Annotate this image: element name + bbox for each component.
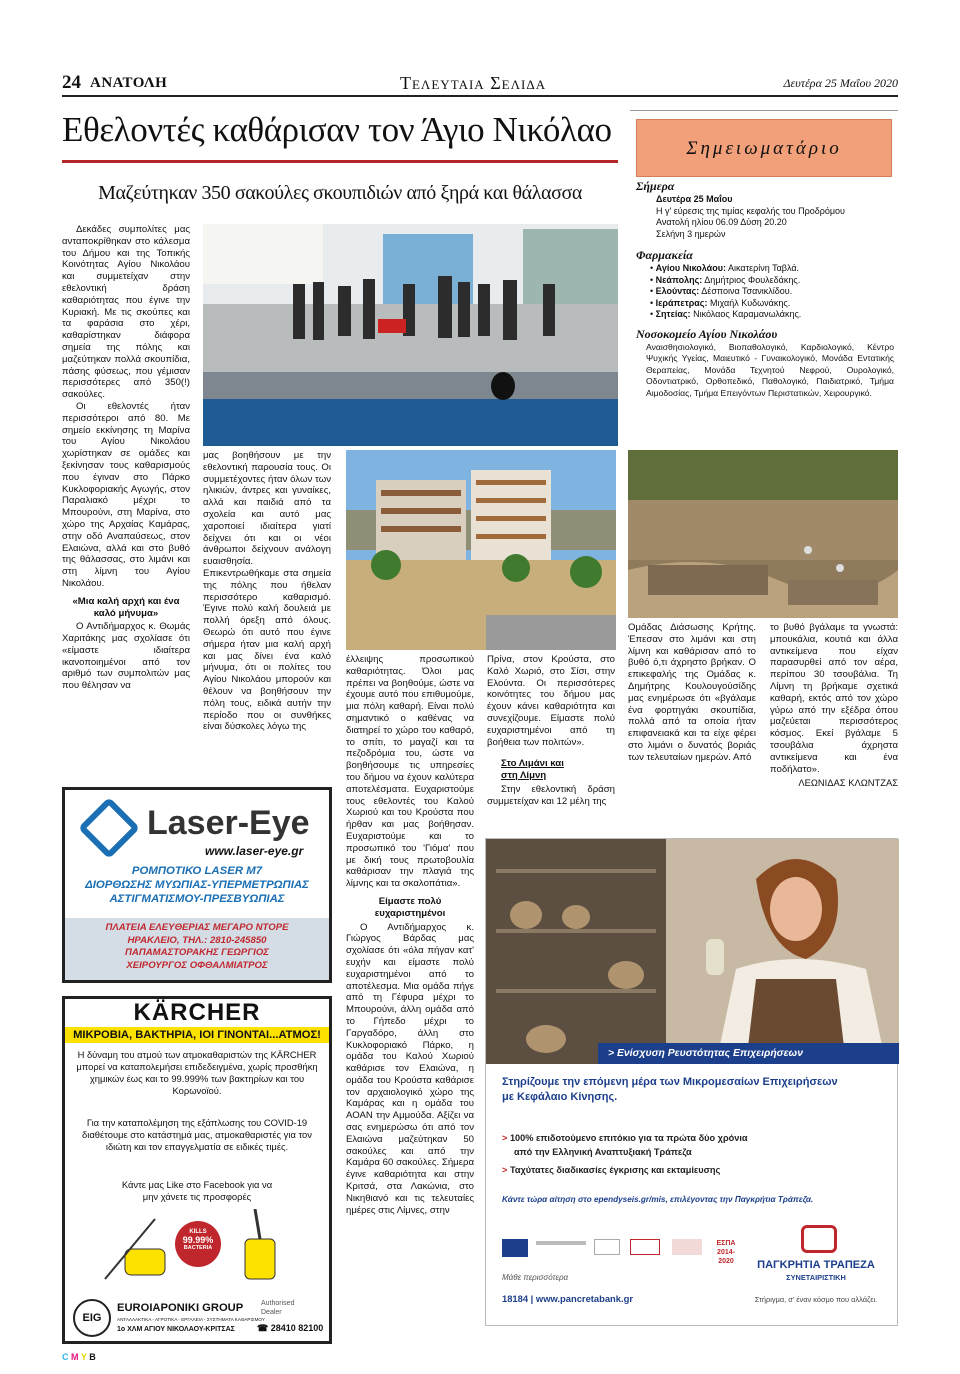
article-column-3 <box>346 654 474 1216</box>
cmyk-y: Y <box>80 1352 87 1362</box>
page-header <box>62 72 898 94</box>
eig-address: 1ο ΧΛΜ ΑΓΙΟΥ ΝΙΚΟΛΑΟΥ-ΚΡΙΤΣΑΣ <box>117 1326 235 1333</box>
article-paragraph: Οι εθελοντές ήταν περισσότεροι από 80. Με σημείο εκκίνησης τη Μαρίνα του Αγίου Νικολάου χωρίστηκαν σε ομάδες και ξεκίνησαν τους καθαρισμούς που έγιναν στο Πάρκο Κυκλοφοριακής Αγωγής, στον Παραλιακό μέχρι το Μπουρούνι, στη Μαρίνα, στο χώρο της Αρχαίας Καμάρας, στην οδό Αναπαύσεως, στον Ελαιώνα, αλλά και στο βυθό της θάλασσας, στο λιμάνι και στη λίμνη του Αγίου Νικολάου. <box>62 400 190 589</box>
pharmacy-item: • Ελούντας: Δέσποινα Τσανικλίδου. <box>650 286 793 296</box>
bank-sub: ΣΥΝΕΤΑΙΡΙΣΤΙΚΗ <box>786 1273 846 1282</box>
eig-company-name: EUROIAPONIKI GROUP <box>117 1302 244 1314</box>
bank-ad-cta[interactable]: Κάντε τώρα αίτηση στο ependyseis.gr/mis, επιλέγοντας την Παγκρήτια Τράπεζα. <box>502 1195 814 1204</box>
cmyk-marks <box>62 1352 96 1362</box>
notebook-title: Σημειωματάριο <box>686 138 842 159</box>
issue-date: Δευτέρα 25 Μαΐου 2020 <box>783 76 898 90</box>
bank-ad-tag: > Ενίσχυση Ρευστότητας Επιχειρήσεων <box>598 1043 899 1064</box>
bacteria-badge: KILLS 99.99% BACTERIA <box>175 1221 221 1267</box>
bank-ad-contact[interactable]: 18184 | www.pancretabank.gr <box>502 1293 633 1304</box>
bank-ad-bullets: > 100% επιδοτούμενο επιτόκιο για τα πρώτα δύο χρόνια από την Ελληνική Αναπτυξιακή Τράπεζα > Ταχύτατες διαδικασίες έγκρισης και εκταμίευσης <box>502 1133 748 1175</box>
espa-logo: ΕΣΠΑ 2014-2020 <box>716 1240 736 1265</box>
article-paragraph: Ομάδας Διάσωσης Κρήτης. Έπεσαν στο λιμάνι και στη λίμνη και καθάρισαν από το βυθό ό,τι άχρηστο βρήκαν. Ο επικεφαλής της Ομάδας κ. Δημήτρης Κουλουγούσίδης μας ενημέρωσε ότι «βγάλαμε ένα φορτηγάκι σκουπίδια, πολλά από τα οποία ήταν επιφανειακά και τα είχε φέρει στο λιμάνι ο δυνατός βοριάς των τελευταίων ημερών. Από <box>628 622 756 763</box>
article-subhead: Είμαστε πολύ ευχαριστημένοι <box>374 895 446 919</box>
cmyk-m: M <box>71 1352 79 1362</box>
article-subheadline: Μαζεύτηκαν 350 σακούλες σκουπιδιών από ξηρά και θάλασσα <box>98 182 582 204</box>
pharmacy-item: • Σητείας: Νικόλαος Καραμανωλάκης. <box>650 309 802 319</box>
article-paragraph: Δεκάδες συμπολίτες μας ανταποκρίθηκαν στο κάλεσμα του Δήμου και της Τοπικής Κοινότητας Αγίου Νικολάου και συμμετείχαν στην εθελοντική δράση καθαριότητας που έγινε την Κυριακή. Με τις σκούπες και τα φαράσια στο χέρι, καθαρίστηκαν διάφορα σημεία της πόλης και μαζεύτηκαν πολλά σκουπίδια, πάσης φύσεως, που γέμισαν περισσότερες από 350(!) σακούλες. <box>62 224 190 401</box>
eig-company-sub: ΑΝΤΑΛΛΑΚΤΙΚΑ - ΑΓΡΟΤΙΚΑ - ΕΡΓΑΛΕΙΑ - ΣΥΣΤΗΜΑΤΑ ΚΑΘΑΡΙΣΜΟΥ <box>117 1317 265 1322</box>
headline-rule <box>62 160 618 163</box>
bank-ad-headline: Στηρίζουμε την επόμενη μέρα των Μικρομεσαίων Επιχειρήσεων με Κεφάλαιο Κίνησης. <box>502 1076 838 1103</box>
section-name: ΑΝΑΤΟΛΗ <box>90 75 168 91</box>
today-heading: Σήμερα <box>636 179 675 193</box>
bank-ad <box>485 838 898 1326</box>
karcher-ad <box>62 996 332 1344</box>
laser-eye-logo-icon <box>78 797 140 859</box>
article-paragraph: Στην εθελοντική δράση συμμετείχαν και 12 μέλη της <box>487 783 615 807</box>
eig-phone: ☎ 28410 82100 <box>257 1323 324 1333</box>
article-subhead: Στο Λιμάνι και στη Λίμνη <box>501 758 564 782</box>
page-number: 24 <box>62 72 81 93</box>
authorised-dealer: Authorised Dealer <box>261 1300 295 1316</box>
park-photo <box>346 450 616 650</box>
today-line: Η γ' εύρεσις της τιμίας κεφαλής του Προδρόμου <box>656 205 845 216</box>
cmyk-b: B <box>89 1352 96 1362</box>
karcher-text-2: Για την καταπολέμηση της εξάπλωσης του COVID-19 διαθέτουμε στο κατάστημά μας, ατμοκαθαριστές για τον ιδιώτη και τον επαγγελματία σε ειδικές τιμές. <box>82 1117 312 1152</box>
bank-logo-icon <box>801 1225 837 1253</box>
eig-logo-icon: EIG <box>73 1299 111 1337</box>
hospital-heading: Νοσοκομείο Αγίου Νικολάου <box>636 326 778 341</box>
article-column-6 <box>770 622 898 788</box>
article-paragraph: Ο Αντιδήμαρχος κ. Θωμάς Χαριτάκης μας σχολίασε ότι «είμαστε ιδιαίτερα ικανοποιημένοι από τον αριθμό των συμπολιτών μας που θέλησαν να <box>62 621 190 692</box>
hospital-text: Αναισθησιολογικό, Βιοπαθολογικό, Καρδιολογικό, Κέντρο Ψυχικής Υγείας, Μαιευτικό - Γυναικολογικό, Μονάδα Εντατικής Θεραπείας, Μονάδα Τεχνητού Νεφρού, Ουρολογικό, Οδοντιατρικό, Ορθοπεδικό, Παθολογικό, Παιδιατρικό, Τμήμα Αιμοδοσίας, Τμήμα Επειγόντων Περιστατικών, Χειρουργικό. <box>646 341 894 398</box>
article-paragraph: έλλειψης προσωπικού καθαριότητας. Όλοι μας πρέπει να βοηθούμε, ώστε να έχουμε αυτό που επιθυμούμε, μια πόλη καθαρή. Είναι πολύ σημαντικό ο καθένας να διατηρεί το χώρο του καθαρό, το σπίτι, το μαγαζί και τα πεζοδρόμια του, ώστε να βοηθήσουμε τις υπηρεσίες του δήμου να έχουν καλύτερα αποτελέσματα. Ευχαριστούμε τους εθελοντές του Καλού Χωριού και του Κρούστα που ήρθαν και μας βοήθησαν. Ευχαριστούμε και το προσωπικό του 'Γιόμα' που με δική τους πρωτοβουλία καθάρισαν την πλαγιά της λίμνης και τα σκαλοπάτια». <box>346 654 474 890</box>
article-column-2 <box>203 450 331 733</box>
karcher-text-1: Η δύναμη του ατμού των ατμοκαθαριστών της KÄRCHER μπορεί να καταπολεμήσει επιδεδειγμένα, χωρίς προσθήκη χημικών έως και το 99.999% των βακτηρίων και του Κορωνοϊού. <box>76 1049 318 1096</box>
bank-ad-more: Μάθε περισσότερα <box>502 1273 569 1282</box>
pharmacies-heading: Φαρμακεία <box>636 248 693 262</box>
article-paragraph: Ο Αντιδήμαρχος κ. Γιώργος Βάρδας μας σχολίασε ότι «όλα πήγαν κατ' ευχήν και είμαστε πολύ ευχαριστημένοι από το αποτέλεσμα. Μια ομάδα πήγε από τη Γέφυρα μέχρι το Μπουρούνι, άλλη ομάδα από το Γήπεδο μέχρι το Γαργαδόρο, άλλη στο Κυκλοφοριακό Πάρκο, η ομάδα του Καλού Χωριού καθάρισε τον Ελαιώνα, η ομάδα του Κρούστα καθάρισε τον αρχαιολογικό χώρο της Καμάρας και η ομάδα του ΑΟΑΝ την Αμμούδα. Αξίζει να σας ενημερώσω ότι από τον Ελαιώνα μαζεύτηκαν 50 σακούλες και από την Καμάρα 60 σακούλες. Σήμερα έγινε καθαριότητα και στην Κριτσά, στα Λακώνια, στο Νικηθιανό και τις τελευταίες ημέρες στις Λίμνες, στην <box>346 921 474 1216</box>
laser-eye-ad <box>62 787 332 983</box>
pottery-photo <box>486 839 899 1064</box>
header-rule <box>62 95 898 97</box>
karcher-banner: ΜΙΚΡΟΒΙΑ, ΒΑΚΤΗΡΙΑ, ΙΟΙ ΓΙΝΟΝΤΑΙ...ΑΤΜΟΣ! <box>65 1027 329 1043</box>
laser-eye-url[interactable]: www.laser-eye.gr <box>205 844 304 858</box>
pharmacy-item: • Νεάπολης: Δημήτριος Φουλεδάκης. <box>650 274 801 285</box>
article-paragraph: το βυθό βγάλαμε τα γνωστά: μπουκάλια, κουτιά και άλλα αντικείμενα που είχαν παρασυρθεί από τον αέρα, περίπου 30 τσουβάλια. Τη Λίμνη τη βρήκαμε σχετικά καθαρή, εκτός από τον χώρο γύρω από την εξέδρα όπου μαζεύεται περισσότερος κόσμος. Εκεί βγάλαμε 5 τσουβάλια άχρηστα αντικείμενα και ένα ποδήλατο». <box>770 622 898 775</box>
notebook-box <box>630 110 898 432</box>
archaeological-site-photo <box>628 450 898 618</box>
article-column-1 <box>62 224 190 692</box>
article-column-5 <box>628 622 756 764</box>
article-author: ΛΕΩΝΙΔΑΣ ΚΛΩΝΤΖΑΣ <box>798 777 898 789</box>
article-headline: Εθελοντές καθάρισαν τον Άγιο Νικόλαο <box>62 110 612 149</box>
laser-eye-brand: Laser-Eye <box>147 804 310 842</box>
section-center: Τελευταια Σελιδα <box>400 73 547 93</box>
article-column-4 <box>487 654 615 808</box>
karcher-facebook-text: Κάντε μας Like στο Facebook για να μην χάνετε τις προσφορές <box>121 1179 273 1202</box>
laser-eye-offer: ΡΟΜΠΟΤΙΚΟ LASER M7 ΔΙΟΡΘΩΣΗΣ ΜΥΩΠΙΑΣ-ΥΠΕΡΜΕΤΡΩΠΙΑΣ ΑΣΤΙΓΜΑΤΙΣΜΟΥ-ΠΡΕΣΒΥΩΠΙΑΣ <box>85 865 309 905</box>
harbour-photo <box>203 224 618 446</box>
bank-name: ΠΑΓΚΡΗΤΙΑ ΤΡΑΠΕΖΑ <box>757 1259 875 1271</box>
bank-slogan: Στήριγμα, σ' έναν κόσμο που αλλάζει. <box>754 1295 878 1304</box>
today-date: Δευτέρα 25 Μαΐου <box>656 194 733 204</box>
cmyk-c: C <box>62 1352 69 1362</box>
pharmacy-item: • Αγίου Νικολάου: Αικατερίνη Ταβλά. <box>650 263 800 273</box>
karcher-brand: KÄRCHER <box>133 999 261 1026</box>
laser-eye-contact: ΠΛΑΤΕΙΑ ΕΛΕΥΘΕΡΙΑΣ ΜΕΓΑΡΟ ΝΤΟΡΕ ΗΡΑΚΛΕΙΟ, ΤΗΛ.: 2810-245850 ΠΑΠΑΜΑΣΤΟΡΑΚΗΣ ΓΕΩΡΓΙΟΣ ΧΕΙΡΟΥΡΓΟΣ ΟΦΘΑΛΜΙΑΤΡΟΣ <box>65 918 329 980</box>
notebook-title-box <box>636 119 892 177</box>
article-paragraph: μας βοηθήσουν με την εθελοντική παρουσία τους. Οι συμμετέχοντες ήταν όλων των ηλικιών, άντρες και γυναίκες, αλλά και παιδιά από τα σχολεία και αυτό μας χαροποιεί ιδιαίτερα γιατί δείχνει ότι και οι νέοι άνθρωποι δείχνουν ανάλογη ευαισθησία. Επικεντρωθήκαμε στα σημεία της πόλης που ήθελαν περισσότερο καθαρισμό. Έγινε πολύ καλή δουλειά με πολλή όρεξη από όλους. Θεωρώ ότι αυτό που έγινε σήμερα ήταν μια καλή αρχή και μας δίνει ένα καλό μήνυμα, ότι οι πολίτες του Αγίου Νικολάου μπορούν και θέλουν να βοηθήσουν την πόλη τους, ειδικά αυτήν την περίοδο που οι συνθήκες είναι δύσκολες λόγω της <box>203 450 331 733</box>
article-subhead: «Μια καλή αρχή και ένα καλό μήνυμα» <box>72 595 180 619</box>
article-paragraph: Πρίνα, στον Κρούστα, στο Καλό Χωριό, στο Σίσι, στην Ελούντα. Οι περισσότερες κοινότητες του δήμου μας έχουν κάνει καθαριότητα και συνεχίζουμε. Είμαστε πολύ ευχαριστημένοι από τη βοήθεια των πολιτών». <box>487 654 615 748</box>
eu-logos <box>502 1239 742 1265</box>
today-line: Ανατολή ηλίου 06.09 Δύση 20.20 <box>656 217 787 227</box>
today-line: Σελήνη 3 ημερών <box>656 228 726 239</box>
pharmacy-item: • Ιεράπετρας: Μιχαήλ Κυδωνάκης. <box>650 297 791 308</box>
